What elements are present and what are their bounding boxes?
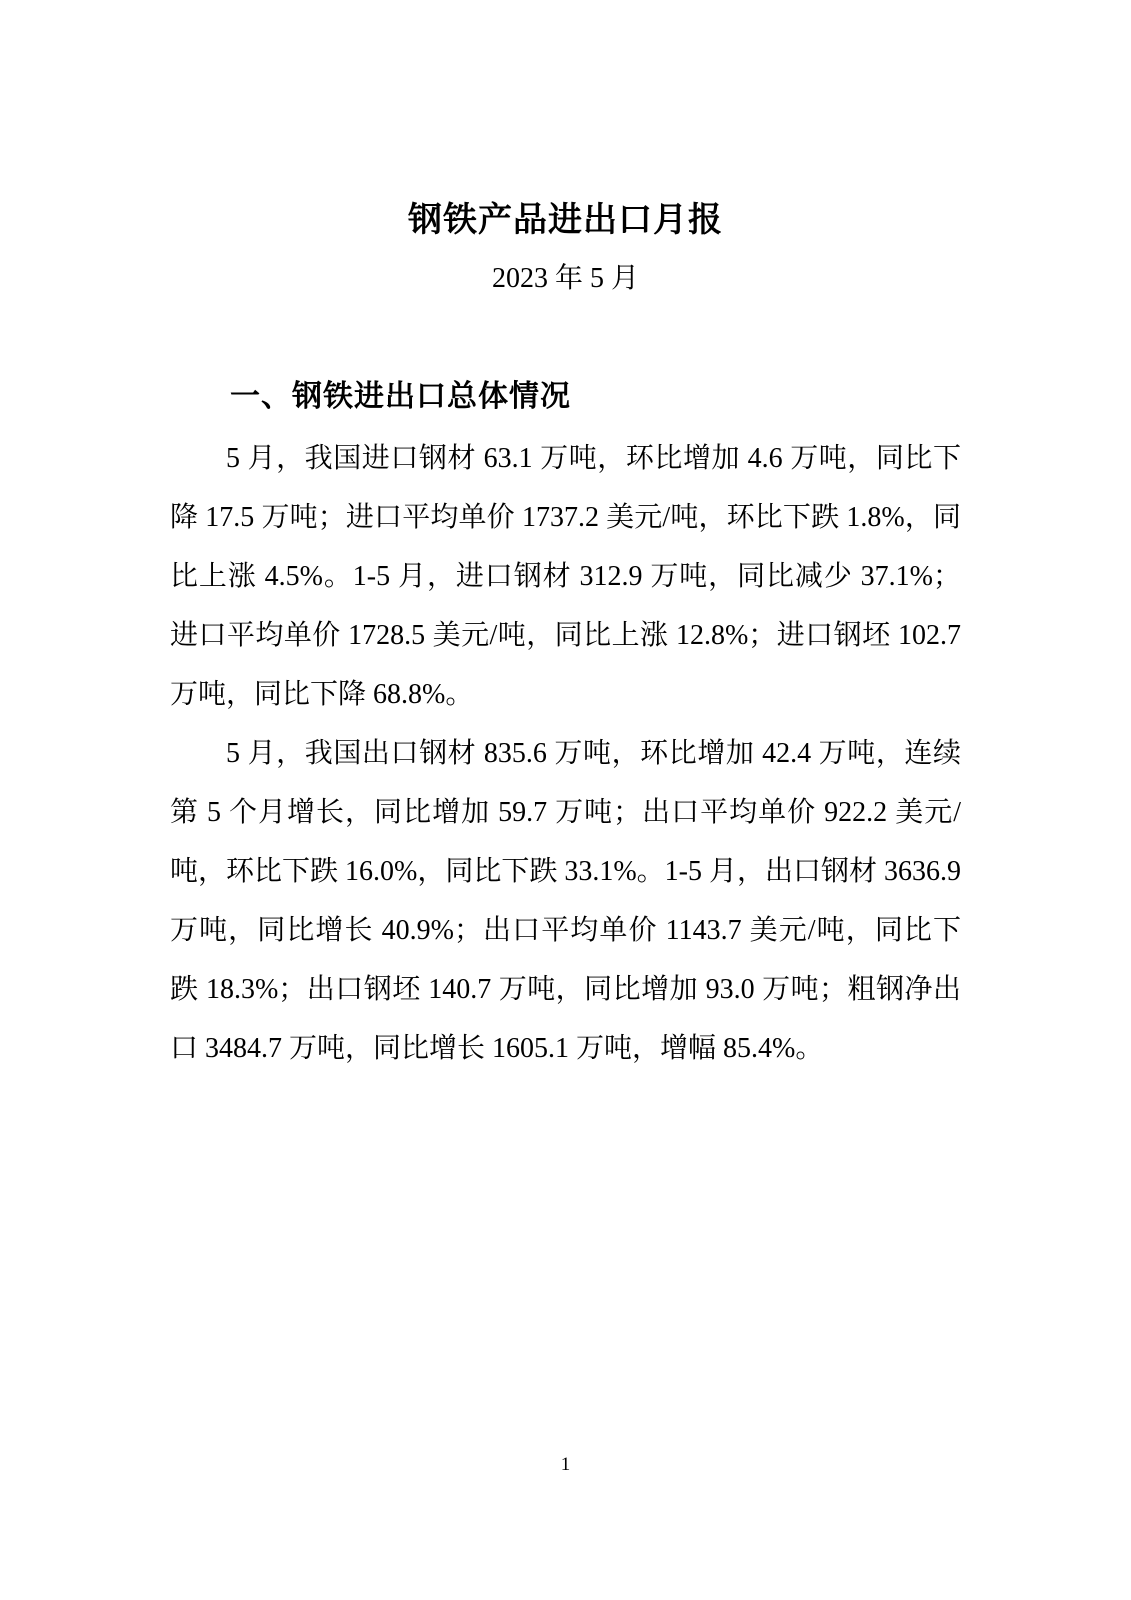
paragraph-imports: 5 月，我国进口钢材 63.1 万吨，环比增加 4.6 万吨，同比下降 17.5 万吨；进口平均单价 1737.2 美元/吨，环比下跌 1.8%，同比上涨 4.5%。1-5 月，进口钢材 312.9 万吨，同比减少 37.1%；进口平均单价 1728.5 美元/吨，同比上涨 12.8%；进口钢坯 102.7 万吨，同比下降 68.8%。: [170, 443, 961, 710]
page-number: 1: [560, 1454, 571, 1475]
document-subtitle: 2023 年 5 月: [491, 263, 639, 294]
paragraph-exports: 5 月，我国出口钢材 835.6 万吨，环比增加 42.4 万吨，连续第 5 个月增长，同比增加 59.7 万吨；出口平均单价 922.2 美元/吨，环比下跌 16.0%，同比下跌 33.1%。1-5 月，出口钢材 3636.9 万吨，同比增长 40.9%；出口平均单价 1143.7 美元/吨，同比下跌 18.3%；出口钢坯 140.7 万吨，同比增加 93.0 万吨；粗钢净出口 3484.7 万吨，同比增长 1605.1 万吨，增幅 85.4%。: [170, 738, 961, 1064]
section-heading: 一、钢铁进出口总体情况: [230, 380, 571, 413]
document-title: 钢铁产品进出口月报: [408, 202, 723, 239]
